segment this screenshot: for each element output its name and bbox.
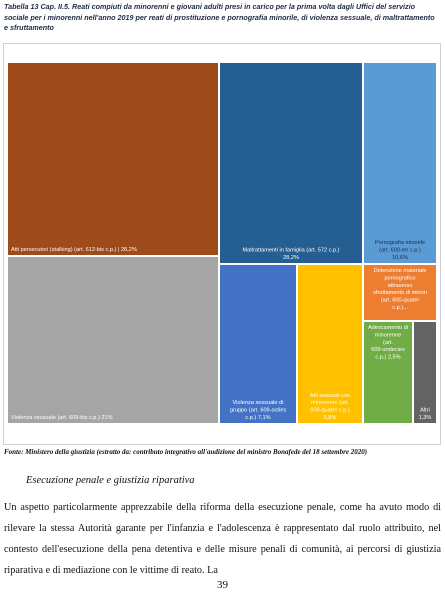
treemap-chart bbox=[8, 63, 436, 423]
body-paragraph: Un aspetto particolarmente apprezzabile della riforma della esecuzione penale, come ha avuto modo di rilevare la stessa Autorità garante per l'infanzia e l'adolescenza è rappresentato dal ruolo attribuito, nel contesto dell'esecuzione della pena detentiva e delle misure penali di comunità, ai percorsi di giustizia riparativa e di mediazione con le vittime di reato. La bbox=[4, 502, 441, 576]
treemap-cell bbox=[220, 265, 296, 423]
treemap-label: Atti persecutori (stalking) (art. 612-bis c.p.) | 28,2% bbox=[11, 247, 137, 253]
treemap-cell bbox=[8, 63, 218, 255]
treemap-cell bbox=[364, 63, 436, 263]
treemap-label: Violenza sessuale (art. 609-bis c.p.) 21% bbox=[11, 415, 113, 421]
page-number: 39 bbox=[217, 579, 228, 591]
treemap-cell bbox=[364, 322, 412, 423]
treemap-rect bbox=[8, 63, 218, 255]
treemap-rect bbox=[364, 63, 436, 263]
treemap-cell bbox=[220, 63, 362, 263]
treemap-label: Atti sessuali con minorenne (art. 609-quater c.p.) 5,8% bbox=[309, 392, 351, 421]
table-caption: Tabella 13 Cap. II.5. Reati compiuti da minorenni e giovani adulti presi in carico per la prima volta dagli Uffici del servizio sociale per i minorenni nell'anno 2019 per reati di prostituzione e pornografia minorile, di violenza sessuale, di maltrattamento e sfruttamento bbox=[4, 2, 435, 33]
section-title: Esecuzione penale e giustizia riparativa bbox=[26, 475, 195, 486]
treemap-cell bbox=[298, 265, 362, 423]
chart-frame bbox=[3, 43, 441, 445]
treemap-label: Pornografia minorile (art. 600-ter c.p.) 10,6% bbox=[374, 240, 426, 261]
treemap-label: Detenzione materiale pornografico attraverso sfruttamento di minori (art. 600-quater c.p.)... bbox=[373, 268, 427, 311]
treemap-cell bbox=[364, 265, 436, 320]
treemap-cell bbox=[414, 322, 436, 423]
treemap-label: Altri 1,3% bbox=[418, 407, 432, 421]
treemap-rect bbox=[8, 257, 218, 423]
treemap-label: Violenza sessuale di gruppo (art. 609-octies c.p.) 7,1% bbox=[229, 400, 287, 421]
chart-source: Fonte: Ministero della giustizia (estratto da: contributo integrativo all'audizione del ministro Bonafede del 18 settembre 2020) bbox=[4, 448, 368, 456]
treemap-rect bbox=[220, 63, 362, 263]
treemap-cell bbox=[8, 257, 218, 423]
treemap-label: Adescamento di minorenne (art. 609-undecies c.p.) 2,5% bbox=[367, 325, 409, 361]
treemap-label: Maltrattamenti in famiglia (art. 572 c.p.) 28,2% bbox=[242, 247, 340, 261]
